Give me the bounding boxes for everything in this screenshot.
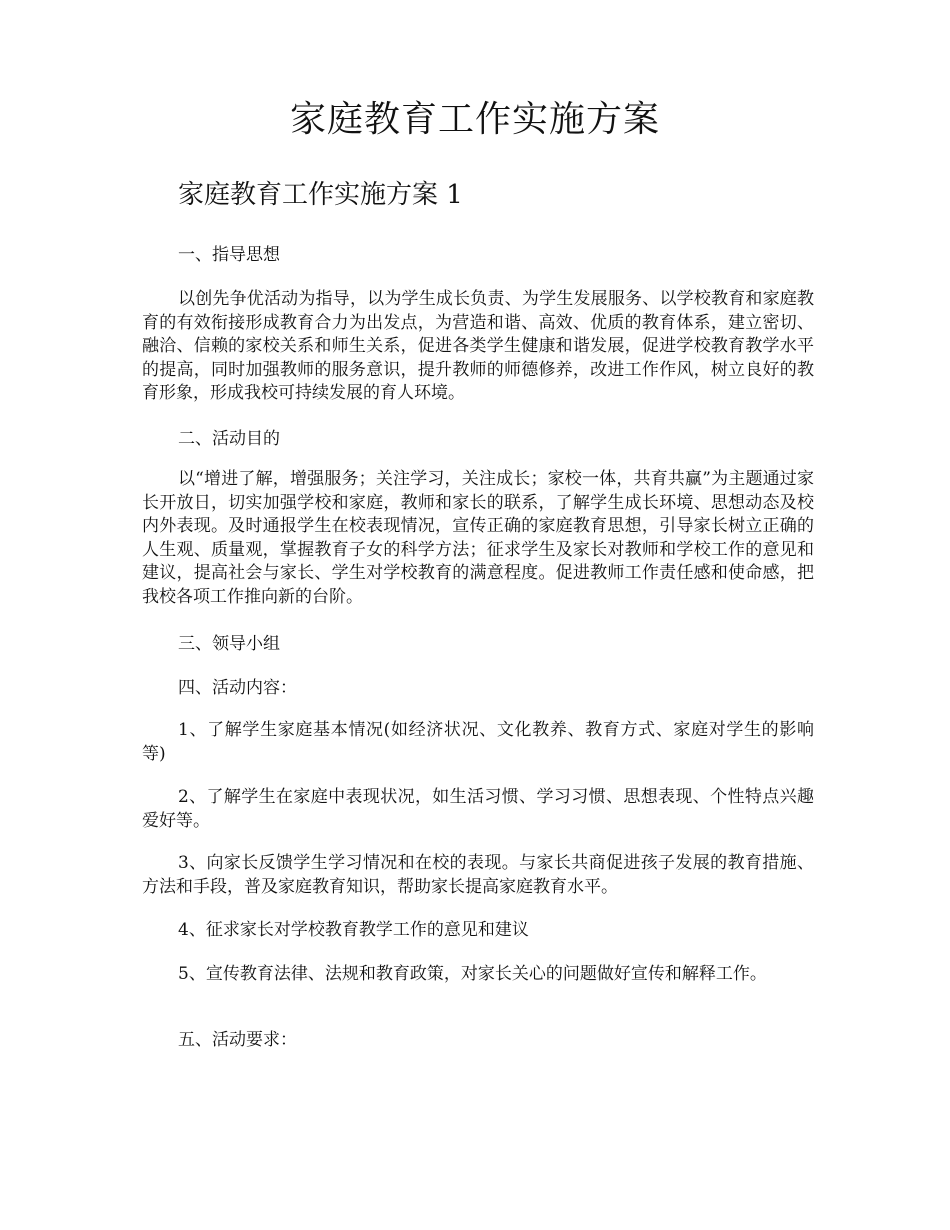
heading-activity-requirements: 五、活动要求： [178,1030,297,1050]
list-item-5: 5、宣传教育法律、法规和教育政策，对家长关心的问题做好宣传和解释工作。 [178,964,767,984]
heading-activity-content: 四、活动内容： [178,678,297,698]
paragraph-activity-purpose: 以“增进了解，增强服务；关注学习，关注成长；家校一体，共育共赢”为主题通过家长开放日，切实加强学校和家庭，教师和家长的联系，了解学生成长环境、思想动态及校内外表现。及时通报学生在校表现情况，宣传正确的家庭教育思想，引导家长树立正确的人生观、质量观，掌握教育子女的科学方法；征求学生及家长对教师和学校工作的意见和建议，提高社会与家长、学生对学校教育的满意程度。促进教师工作责任感和使命感，把我校各项工作推向新的台阶。 [142,469,814,607]
heading-guiding-ideology: 一、指导思想 [178,245,280,265]
list-item-3: 3、向家长反馈学生学习情况和在校的表现。与家长共商促进孩子发展的教育措施、方法和手段，普及家庭教育知识，帮助家长提高家庭教育水平。 [142,853,814,897]
document-title: 家庭教育工作实施方案 [289,99,660,140]
list-item-1: 1、了解学生家庭基本情况(如经济状况、文化教养、教育方式、家庭对学生的影响等) [142,720,814,764]
section-title: 家庭教育工作实施方案 1 [178,180,463,210]
list-item-2: 2、了解学生在家庭中表现状况，如生活习惯、学习习惯、思想表现、个性特点兴趣爱好等。 [142,787,814,831]
heading-activity-purpose: 二、活动目的 [178,429,280,449]
heading-leadership-group: 三、领导小组 [178,634,280,654]
list-item-4: 4、征求家长对学校教育教学工作的意见和建议 [178,920,529,940]
paragraph-guiding-ideology: 以创先争优活动为指导，以为学生成长负责、为学生发展服务、以学校教育和家庭教育的有效衔接形成教育合力为出发点，为营造和谐、高效、优质的教育体系，建立密切、融洽、信赖的家校关系和师生关系，促进各类学生健康和谐发展，促进学校教育教学水平的提高，同时加强教师的服务意识，提升教师的师德修养，改进工作作风，树立良好的教育形象，形成我校可持续发展的育人环境。 [142,289,814,403]
